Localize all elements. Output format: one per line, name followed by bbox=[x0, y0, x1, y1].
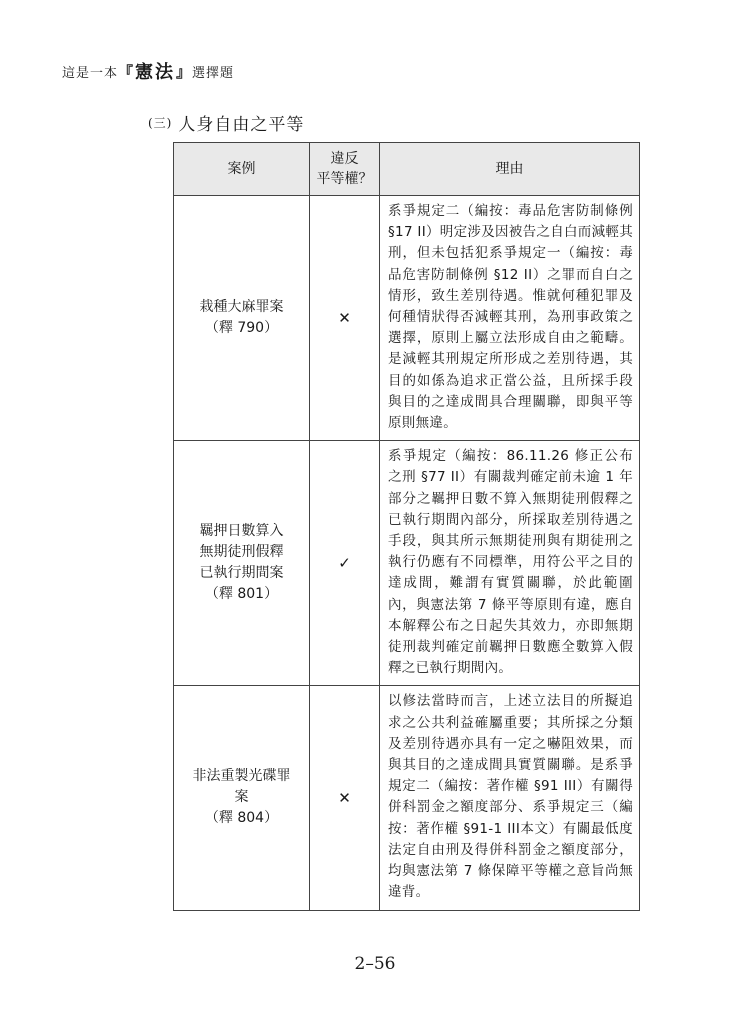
page-number: 2–56 bbox=[354, 954, 396, 974]
section-number: (三) bbox=[148, 116, 173, 130]
section-heading bbox=[148, 110, 304, 135]
reason-text: 以修法當時而言，上述立法目的所擬追求之公共利益確屬重要；其所採之分類及差別待遇亦具有一定之嚇阻效果，而與其目的之達成間具實質關聯。是系爭規定二（編按：著作權 §91 III）有關得併科罰金之額度部分、系爭規定三（編按：著作權 §91-1 III本文）有關最低度法定自由刑及得併科罰金之額度部分，均與憲法第 7 條保障平等權之意旨尚無違背。 bbox=[380, 686, 640, 910]
reason-text: 系爭規定（編按：86.11.26 修正公布之刑 §77 II）有關裁判確定前未逾 1 年部分之羈押日數不算入無期徒刑假釋之已執行期間內部分，所採取差別待遇之手段，與其所示無期徒刑與有期徒刑之執行仍應有不同標準，用符公平之目的達成間，難謂有實質關聯，於此範圍內，與憲法第 7 條平等原則有違，應自本解釋公布之日起失其效力，亦即無期徒刑裁判確定前羈押日數應全數算入假釋之已執行期間內。 bbox=[380, 441, 640, 686]
header-case: 案例 bbox=[174, 143, 310, 196]
header-reason: 理由 bbox=[380, 143, 640, 196]
section-title: 人身自由之平等 bbox=[178, 115, 305, 135]
violation-mark: ✓ bbox=[310, 441, 380, 686]
cases-table bbox=[173, 142, 640, 911]
violation-mark: ✕ bbox=[310, 196, 380, 441]
header-violation: 違反 平等權？ bbox=[310, 143, 380, 196]
header-open-bracket: 『 bbox=[118, 62, 135, 81]
case-name: 非法重製光碟罪 案 （釋 804） bbox=[174, 686, 310, 910]
reason-text: 系爭規定二（編按：毒品危害防制條例 §17 II）明定涉及因被告之自白而減輕其刑，但未包括犯系爭規定一（編按：毒品危害防制條例 §12 II）之罪而自白之情形，致生差別待遇。惟就何種犯罪及何種情狀得否減輕其刑，為刑事政策之選擇，原則上屬立法形成自由之範疇。是減輕其刑規定所形成之差別待遇，其目的如係為追求正當公益，且所採手段與目的之達成間具合理關聯，即與平等原則無違。 bbox=[380, 196, 640, 441]
running-header bbox=[62, 58, 234, 84]
case-name: 羈押日數算入 無期徒刑假釋 已執行期間案 （釋 801） bbox=[174, 441, 310, 686]
table-row bbox=[174, 196, 640, 441]
table-row bbox=[174, 441, 640, 686]
header-close-bracket: 』 bbox=[176, 62, 193, 81]
table-header-row bbox=[174, 143, 640, 196]
table-row bbox=[174, 686, 640, 910]
case-name: 栽種大麻罪案 （釋 790） bbox=[174, 196, 310, 441]
violation-mark: ✕ bbox=[310, 686, 380, 910]
header-book-title: 憲法 bbox=[135, 62, 176, 83]
header-prefix: 這是一本 bbox=[62, 65, 119, 81]
header-suffix: 選擇題 bbox=[192, 65, 235, 81]
